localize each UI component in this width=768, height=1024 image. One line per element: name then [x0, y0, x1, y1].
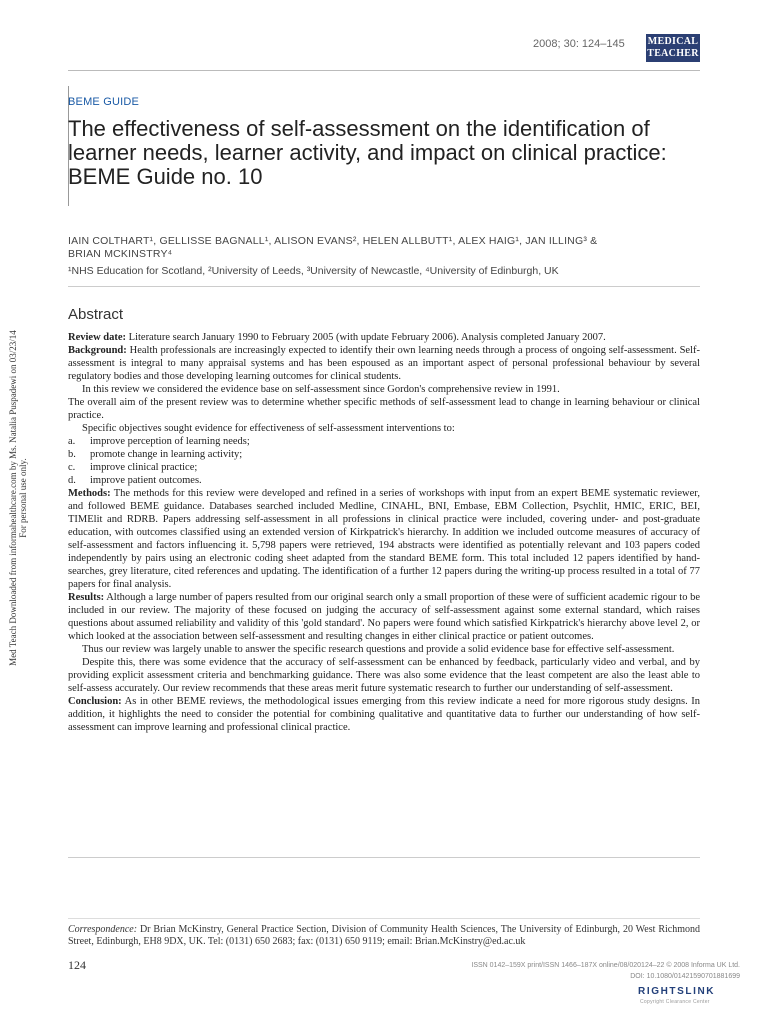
abstract-end-divider: [68, 857, 700, 858]
article-title: The effectiveness of self-assessment on the identification of learner needs, learner activity, and impact on clinical practice: BEME Guide no. 10: [68, 116, 667, 189]
results-label: Results:: [68, 592, 105, 603]
rightslink-subtitle: Copyright Clearance Center: [640, 999, 710, 1005]
correspondence-text: Dr Brian McKinstry, General Practice Section, Division of Community Health Sciences, The University of Edinburgh, 20 West Richmond Street, Edinburgh, EH8 9DX, UK. Tel: (0131) 650 2683; fax: (0131) 650 9119; email: Brian.McKinstry@ed.ac.uk: [68, 924, 700, 947]
rightslink-logo[interactable]: RIGHTSLINK: [638, 986, 716, 997]
list-marker: d.: [68, 475, 76, 486]
logo-line-1: MEDICAL: [647, 36, 699, 47]
journal-reference: 2008; 30: 124–145: [533, 38, 625, 50]
journal-logo: [646, 34, 700, 62]
despite-paragraph: Despite this, there was some evidence that the accuracy of self-assessment can be enhanced by feedback, particularly video and verbal, and by providing explicit assessment criteria and benchmarking guidance. There was also some evidence that the least competent are also the least able to self-assess accurately. Our review recommends that these areas merit future systematic research to further our understanding of self-assessment.: [68, 657, 700, 694]
methods-paragraph: [68, 487, 700, 591]
review-date-paragraph: [68, 331, 700, 344]
conclusion-label: Conclusion:: [68, 696, 122, 707]
list-text: improve clinical practice;: [90, 462, 198, 473]
list-text: improve perception of learning needs;: [90, 436, 250, 447]
review-date-label: Review date:: [68, 332, 127, 343]
thus-paragraph: Thus our review was largely unable to answer the specific research questions and provide a solid evidence base for effective self-assessment.: [82, 644, 675, 655]
list-text: promote change in learning activity;: [90, 449, 243, 460]
author-list: [68, 235, 708, 261]
list-item: [68, 448, 700, 461]
list-text: improve patient outcomes.: [90, 475, 202, 486]
review-paragraph: In this review we considered the evidence base on self-assessment since Gordon's comprehensive review in 1991.: [82, 384, 560, 395]
list-marker: a.: [68, 436, 76, 447]
abstract-body: [68, 331, 700, 734]
list-item: [68, 474, 700, 487]
abstract-divider: [68, 286, 700, 287]
author-line-1: IAIN COLTHART¹, GELLISSE BAGNALL¹, ALISON EVANS², HELEN ALLBUTT¹, ALEX HAIG¹, JAN ILLING³ &: [68, 235, 598, 247]
download-watermark: [8, 308, 28, 688]
correspondence-note: [68, 924, 700, 948]
results-paragraph: [68, 591, 700, 643]
page-number: 124: [68, 958, 86, 972]
correspondence-label: Correspondence:: [68, 924, 138, 935]
issn-line: ISSN 0142–159X print/ISSN 1466–187X online/08/020124–22 © 2008 Informa UK Ltd.: [471, 962, 740, 969]
objectives-list: [68, 435, 700, 487]
logo-line-2: TEACHER: [647, 48, 699, 59]
doi-line: DOI: 10.1080/01421590701881699: [630, 973, 740, 980]
review-date-text: Literature search January 1990 to February 2005 (with update February 2006). Analysis completed January 2007.: [126, 332, 606, 343]
conclusion-text: As in other BEME reviews, the methodological issues emerging from this review indicate a need for more rigorous study designs. In addition, it highlights the need to consider the potential for combining qualitative and quantitative data to further our understanding of how self-assessment can improve learning and professional clinical practice.: [68, 696, 700, 733]
methods-text: The methods for this review were developed and refined in a series of workshops with input from an expert BEME systematic reviewer, and followed BEME guidance. Databases searched included Medline, CINAHL, BNI, Embase, EBM Collection, Psychlit, HMIC, ERIC, BEI, TIMElit and RDRB. Papers addressing self-assessment in all professions in clinical practice were included, covering under- and post-graduate education, with outcomes classified using an extended version of Kirkpatrick's hierarchy. In addition we included outcome measures of accuracy of self-assessment and factors influencing it. 5,798 papers were retrieved, 194 abstracts were identified as potentially relevant and 103 papers coded independently by pairs using an electronic coding sheet adapted from the standard BEME form. This total included 12 papers identified by hand-searches, grey literature, cited references and updating. The identification of a further 12 papers during the writing-up process resulted in a total of 77 papers for final analysis.: [68, 488, 700, 590]
objectives-paragraph: Specific objectives sought evidence for effectiveness of self-assessment interventions to:: [82, 423, 455, 434]
watermark-line-1: Med Teach Downloaded from informahealthcare.com by Ms. Natalia Puspadewi on 03/23/14: [8, 330, 18, 666]
aim-paragraph: The overall aim of the present review was to determine whether specific methods of self-assessment lead to change in learning behaviour or clinical practice.: [68, 397, 700, 421]
methods-label: Methods:: [68, 488, 111, 499]
list-marker: c.: [68, 462, 76, 473]
list-marker: b.: [68, 449, 76, 460]
list-item: [68, 461, 700, 474]
watermark-line-2: For personal use only.: [18, 458, 28, 538]
section-label: BEME GUIDE: [68, 96, 140, 108]
background-paragraph: [68, 344, 700, 383]
footnote-divider: [68, 918, 700, 919]
header-divider: [68, 70, 700, 71]
author-line-2: BRIAN MCKINSTRY⁴: [68, 248, 173, 260]
results-text: Although a large number of papers resulted from our original search only a small proportion of these were of sufficient academic rigour to be included in our review. The majority of these focused on judging the accuracy of self-assessment against some external standard, which raises questions about assumed reliability and validity of this 'gold standard'. No papers were found which satisfied Kirkpatrick's hierarchy above level 2, or which looked at the association between self-assessment and resulting changes in either clinical practice or patient outcomes.: [68, 592, 700, 642]
list-item: [68, 435, 700, 448]
publication-info: [471, 960, 740, 982]
affiliations: ¹NHS Education for Scotland, ²University of Leeds, ³University of Newcastle, ⁴University of Edinburgh, UK: [68, 265, 559, 277]
background-label: Background:: [68, 345, 127, 356]
conclusion-paragraph: [68, 695, 700, 734]
background-text: Health professionals are increasingly expected to identify their own learning needs through a process of ongoing self-assessment. Self-assessment is integral to many appraisal systems and has been espoused as an important aspect of personal professional behaviour by several regulatory bodies and those developing learning outcomes for clinical students.: [68, 345, 700, 382]
abstract-heading: Abstract: [68, 306, 124, 323]
